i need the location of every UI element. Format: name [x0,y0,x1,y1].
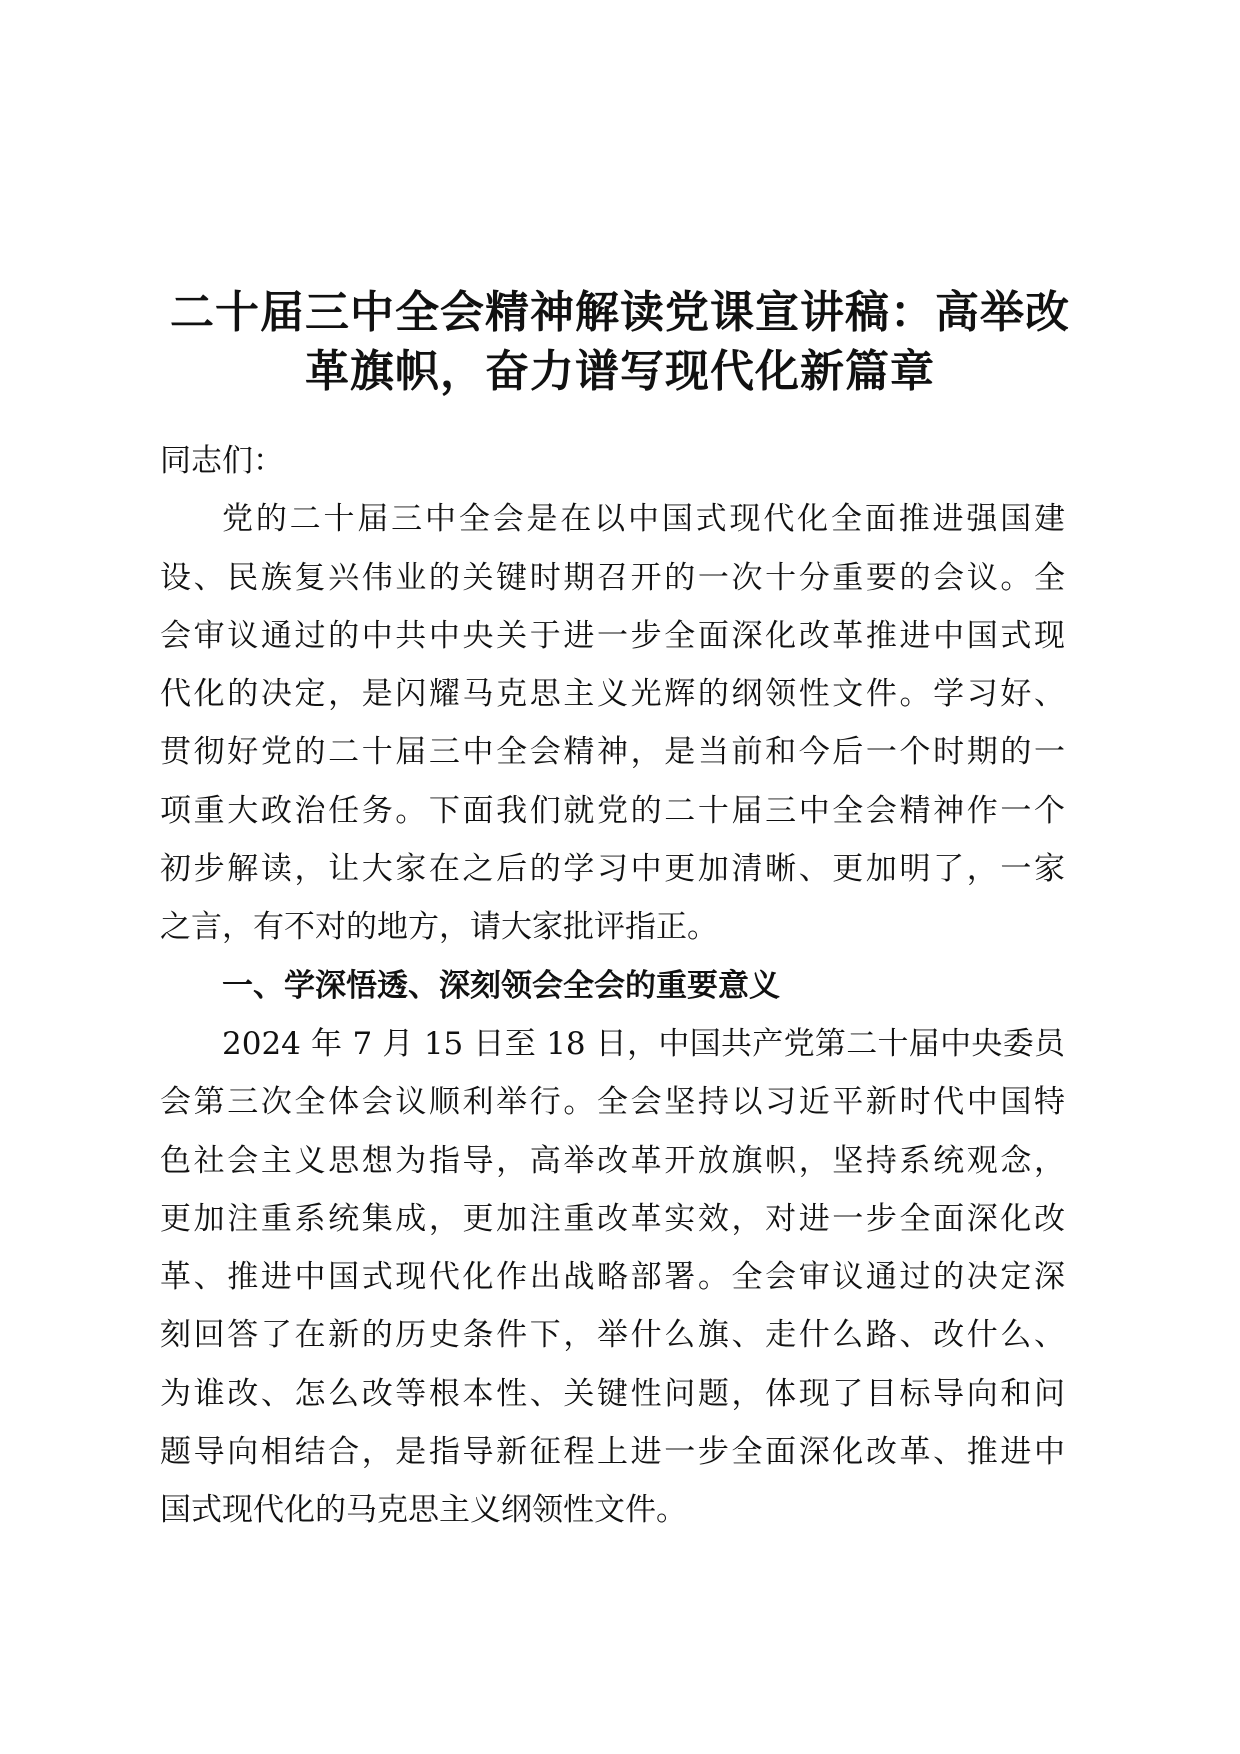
section-line: 更加注重系统集成，更加注重改革实效，对进一步全面深化改 [160,1200,1065,1237]
title-line: 二十届三中全会精神解读党课宣讲稿：高举改 [170,287,1070,338]
intro-line: 代化的决定，是闪耀马克思主义光辉的纲领性文件。学习好、 [160,676,1065,713]
section-heading: 一、学深悟透、深刻领会全会的重要意义 [222,967,780,1004]
section-line: 会第三次全体会议顺利举行。全会坚持以习近平新时代中国特 [160,1084,1065,1121]
intro-line: 党的二十届三中全会是在以中国式现代化全面推进强国建 [222,501,1065,538]
salutation: 同志们： [160,443,284,479]
section-line: 2024 年 7 月 15 日至 18 日，中国共产党第二十届中央委员 [222,1025,1065,1062]
section-line: 色社会主义思想为指导，高举改革开放旗帜，坚持系统观念， [160,1142,1065,1179]
document-body [160,432,1065,1540]
intro-line: 贯彻好党的二十届三中全会精神，是当前和今后一个时期的一 [160,734,1065,771]
intro-line: 会审议通过的中共中央关于进一步全面深化改革推进中国式现 [160,617,1065,654]
section-line: 国式现代化的马克思主义纲领性文件。 [160,1492,687,1529]
section-line: 革、推进中国式现代化作出战略部署。全会审议通过的决定深 [160,1259,1065,1296]
section-line: 题导向相结合，是指导新征程上进一步全面深化改革、推进中 [160,1434,1065,1471]
title-line: 革旗帜，奋力谱写现代化新篇章 [305,346,935,397]
intro-line: 设、民族复兴伟业的关键时期召开的一次十分重要的会议。全 [160,559,1065,596]
section-line: 刻回答了在新的历史条件下，举什么旗、走什么路、改什么、 [160,1317,1065,1354]
document-title [140,283,1100,401]
section-line: 为谁改、怎么改等根本性、关键性问题，体现了目标导向和问 [160,1375,1065,1412]
intro-line: 初步解读，让大家在之后的学习中更加清晰、更加明了，一家 [160,851,1065,888]
intro-line: 项重大政治任务。下面我们就党的二十届三中全会精神作一个 [160,792,1065,829]
intro-line: 之言，有不对的地方，请大家批评指正。 [160,909,718,946]
